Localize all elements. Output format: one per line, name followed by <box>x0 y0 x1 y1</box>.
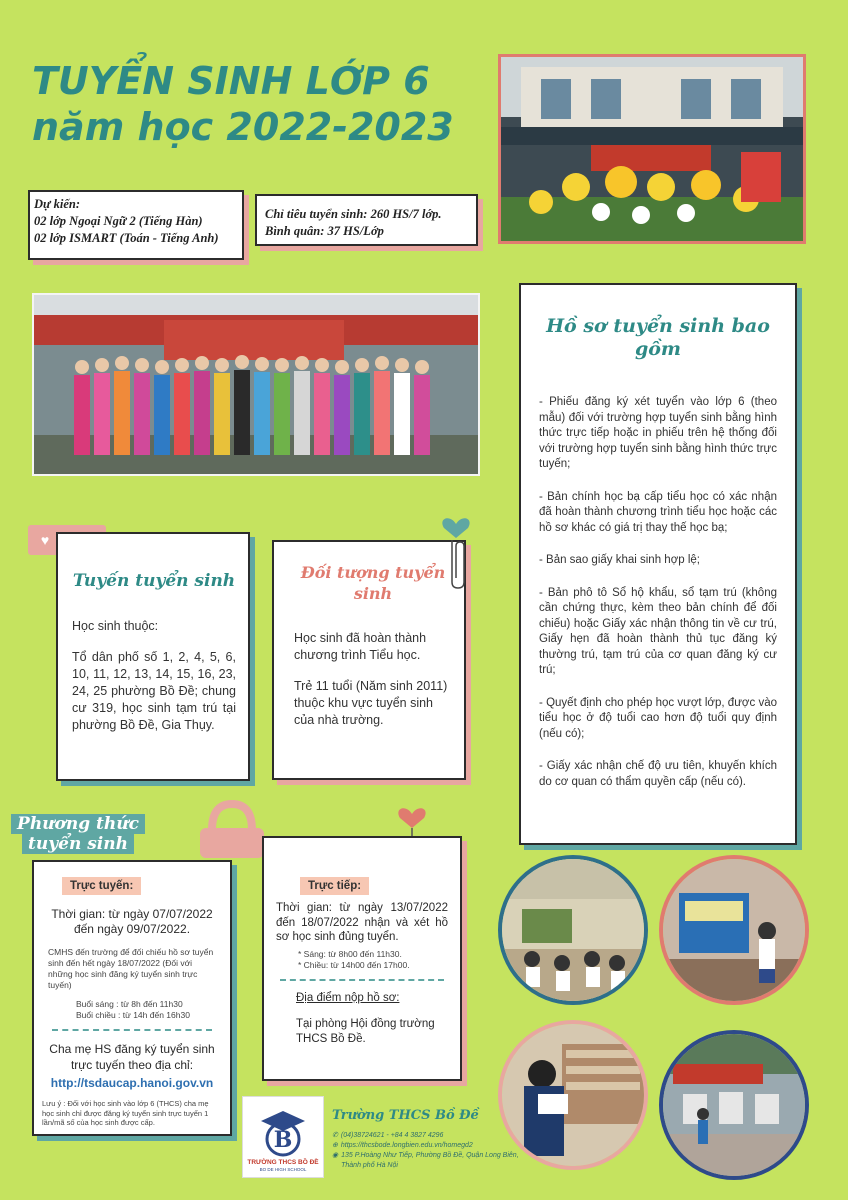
school-website[interactable]: https://thcsbode.longbien.edu.vn/homegd2 <box>340 1142 473 1149</box>
exhibition-photo <box>659 1030 809 1180</box>
documents-list <box>539 395 777 790</box>
library-photo <box>498 1020 648 1170</box>
documents-item: - Giấy xác nhận chế độ ưu tiên, khuyến khích do cơ quan có thẩm quyền cấp (nếu có). <box>539 760 777 788</box>
online-divider <box>52 1029 212 1031</box>
quota-box <box>255 194 478 246</box>
method-title-line-2: tuyển sinh <box>22 834 134 854</box>
online-note: CMHS đến trường để đối chiếu hồ sơ tuyển sinh đến hết ngày 18/07/2022 (Đối với những học sinh đăng ký tuyển sinh trực tuyến) <box>48 947 214 990</box>
documents-card <box>519 283 797 845</box>
documents-item: - Bản phô tô Sổ hộ khẩu, sổ tạm trú (không cần chứng thực, kèm theo bản chính để đối chiếu) hoặc Giấy xác nhận thông tin về cư trú, Giấy hẹn đã hoàn thành thủ tục đăng ký thường trú, tạm trú của cơ quan đăng ký cư trú; <box>539 586 777 676</box>
globe-icon: ⊕ <box>332 1142 338 1149</box>
school-name: Trường THCS Bồ Đề <box>332 1108 479 1123</box>
quota-line-1: Chỉ tiêu tuyển sinh: 260 HS/7 lớp. <box>265 207 442 221</box>
plan-box <box>28 190 244 260</box>
area-title: Tuyến tuyển sinh <box>72 571 236 591</box>
offline-time: Thời gian: từ ngày 13/07/2022 đến 18/07/2022 nhận và xét hồ sơ học sinh đủng tuyển. <box>276 902 448 943</box>
method-title <box>8 814 148 854</box>
binder-clip-icon <box>192 800 272 860</box>
online-card <box>32 860 232 1136</box>
documents-item: - Bản sao giấy khai sinh hợp lệ; <box>539 554 700 566</box>
offline-card <box>262 836 462 1081</box>
graduation-b-icon <box>255 1107 311 1159</box>
area-body: Tổ dân phố số 1, 2, 4, 5, 6, 10, 11, 12, 13, 14, 15, 16, 23, 24, 25 phường Bồ Đề; chung cư 319, học sinh tạm trú tại phường Bồ Đề, Gia Thụy. <box>72 650 236 732</box>
offline-afternoon: * Chiều: từ 14h00 đến 17h00. <box>298 959 410 970</box>
quota-line-2: Bình quân: 37 HS/Lớp <box>265 224 384 238</box>
school-performance-photo <box>498 54 806 244</box>
offline-tag: Trực tiếp: <box>300 877 369 895</box>
online-afternoon: Buổi chiều : từ 14h đến 16h30 <box>76 1010 190 1020</box>
online-time: Thời gian: từ ngày 07/07/2022 đến ngày 09/07/2022. <box>51 907 213 936</box>
documents-item: - Quyết định cho phép học vượt lớp, được vào tiểu học ở độ tuổi cao hơn độ tuổi quy định (nếu có); <box>539 696 777 740</box>
online-footnote: Lưu ý : Đối với học sinh vào lớp 6 (THCS) cha mẹ học sinh chỉ được đăng ký tuyển sinh trực tuyến 1 lần/mã số của học sinh được cấp. <box>42 1099 209 1127</box>
teachers-group-photo <box>32 293 480 476</box>
offline-divider <box>280 979 444 981</box>
documents-item: - Phiếu đăng ký xét tuyển vào lớp 6 (theo mẫu) đối với trường hợp tuyển sinh bằng hình thức trực tiếp hoặc in phiếu trên hệ thống đối với trường hợp tuyển sinh bằng hình thức trực tuyến; <box>539 396 777 470</box>
target-title: Đối tượng tuyển sinh <box>300 563 446 603</box>
classroom-photo <box>498 855 648 1005</box>
online-morning: Buổi sáng : từ 8h đến 11h30 <box>76 999 183 1009</box>
area-intro: Học sinh thuộc: <box>72 619 159 633</box>
school-logo <box>242 1096 324 1178</box>
area-card <box>56 532 250 781</box>
online-register: Cha mẹ HS đăng ký tuyển sinh trực tuyến theo địa chỉ: <box>49 1042 215 1072</box>
logo-subtext: BO DE HIGH SCHOOL <box>259 1167 307 1172</box>
heart-clip-icon <box>436 512 476 592</box>
presentation-photo <box>659 855 809 1005</box>
documents-title: Hồ sơ tuyển sinh bao gồm <box>546 315 770 360</box>
phone-icon: ✆ <box>332 1132 338 1139</box>
school-address: 135 P.Hoàng Như Tiếp, Phường Bồ Đề, Quận Long Biên, Thành phố Hà Nội <box>341 1152 519 1169</box>
documents-item: - Bản chính học bạ cấp tiểu học có xác nhận đã hoàn thành chương trình tiểu học hoặc các hồ sơ khác có giá trị thay thế học bạ; <box>539 490 777 534</box>
plan-line-2: 02 lớp ISMART (Toán - Tiếng Anh) <box>34 231 219 245</box>
offline-morning: * Sáng: từ 8h00 đến 11h30. <box>298 948 402 959</box>
heart-icon: ♥ <box>40 532 50 548</box>
title-line-2: năm học 2022-2023 <box>32 105 454 149</box>
target-p2: Trẻ 11 tuổi (Năm sinh 2011) thuộc khu vực tuyển sinh của nhà trường. <box>294 679 448 727</box>
place-label: Địa điểm nộp hồ sơ: <box>296 991 400 1004</box>
place-text: Tại phòng Hội đồng trường THCS Bồ Đề. <box>296 1017 435 1045</box>
plan-heading: Dự kiến: <box>34 197 81 211</box>
title-line-1: TUYỂN SINH LỚP 6 <box>32 59 430 103</box>
method-title-line-1: Phương thức <box>11 814 145 834</box>
svg-text:B: B <box>273 1127 293 1153</box>
target-p1: Học sinh đã hoàn thành chương trình Tiểu học. <box>294 631 427 662</box>
location-pin-icon: ◉ <box>332 1152 339 1159</box>
registration-link[interactable]: http://tsdaucap.hanoi.gov.vn <box>50 1076 214 1090</box>
online-tag: Trực tuyến: <box>62 877 141 895</box>
page-title <box>32 58 454 150</box>
plan-line-1: 02 lớp Ngoại Ngữ 2 (Tiếng Hàn) <box>34 214 203 228</box>
logo-text: TRƯỜNG THCS BỒ ĐỀ <box>247 1159 319 1166</box>
school-phone: (04)38724621 - +84 4 3827 4296 <box>340 1132 444 1139</box>
